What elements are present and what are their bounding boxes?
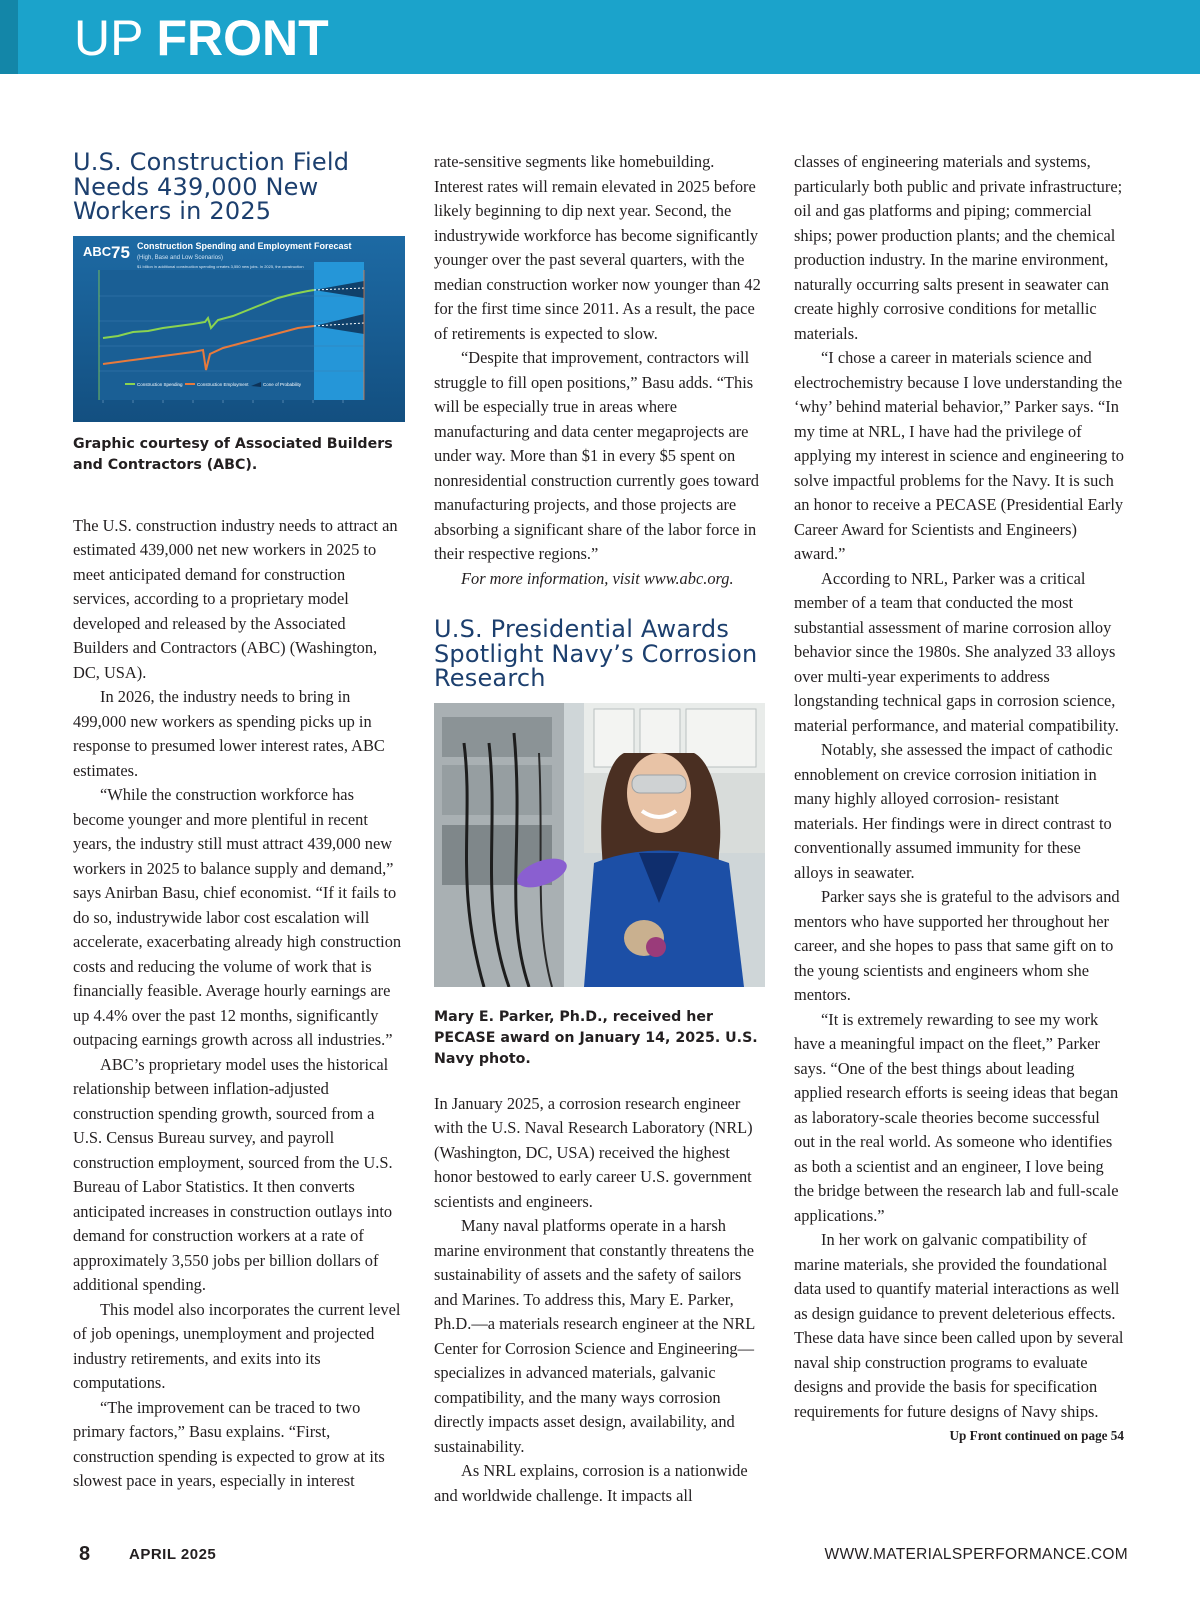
photo-graphic xyxy=(434,703,765,987)
article2-paragraph: “I chose a career in materials science and electrochemistry because I love understanding the ‘why’ behind material behavior,” Parker says. “In my time at NRL, I have had the privilege of applying my interest in science and engineering to solve impactful problems for the Navy. It is such an honor to receive a PECASE (Presidential Early Career Award for Scientists and Engineers) award.” xyxy=(794,348,1124,563)
article2-paragraph: In her work on galvanic compatibility of marine materials, she provided the foundational data used to quantify material interactions as well as design guidance to prevent deleterious effects. These data have since been called upon by several naval ship construction programs to evaluate designs and provide the basis for specification requirements for future designs of Navy ships. xyxy=(794,1230,1124,1421)
article1-paragraph: “While the construction workforce has become younger and more plentiful in recent years, the industry still must attract 439,000 new workers in 2025 to balance supply and demand,” says Anirban Basu, chief economist. “If it fails to do so, industrywide labor cost escalation will accelerate, exacerbating already high construction costs and reducing the volume of work that is financially feasible. Average hourly earnings are up 4.4% over the past 12 months, significantly outpacing earnings growth across all industries.” xyxy=(73,785,402,1049)
article1-paragraph: ABC’s proprietary model uses the historical relationship between inflation-adjusted construction spending growth, sourced from a U.S. Census Bureau survey, and payroll construction employment, sourced from the U.S. Bureau of Labor Statistics. It then converts anticipated increases in construction outlays into demand for construction workers at a rate of approximately 3,550 jobs per billion dollars of additional spending. xyxy=(73,1054,393,1294)
article2-paragraph: According to NRL, Parker was a critical member of a team that conducted the most substantial assessment of marine corrosion alloy behavior since the 1980s. She analyzed 33 alloys over multi-year experiments to address longstanding technical gaps in corrosion science, material performance, and material compatibility. xyxy=(794,568,1119,735)
article1-paragraph-split: “The improvement can be traced to two primary factors,” Basu explains. “First, construction spending is expected to grow at its slowest pace in years, especially in interest xyxy=(73,1397,385,1490)
header-edge-accent xyxy=(0,0,18,74)
chart-legend xyxy=(125,382,302,387)
section-title-bold: FRONT xyxy=(156,10,329,66)
article1-paragraph: The U.S. construction industry needs to attract an estimated 439,000 net new workers in 2025 to meet anticipated demand for construction services, according to a proprietary model developed and released by the Associated Builders and Contractors (ABC) (Washington, DC, USA). xyxy=(73,515,398,682)
column-3 xyxy=(794,150,1124,1448)
article2-headline: U.S. Presidential Awards Spotlight Navy’s Corrosion Research xyxy=(434,615,758,692)
article2-paragraph: Parker says she is grateful to the advisors and mentors who have supported her throughout her career, and she hopes to pass that same gift on to the young scientists and engineers whom she mentors. xyxy=(794,887,1120,1004)
column-1 xyxy=(73,150,403,1494)
legend-item: Construction Spending xyxy=(137,381,183,387)
article1-paragraph: In 2026, the industry needs to bring in 499,000 new workers as spending picks up in response to presumed lower interest rates, ABC estimates. xyxy=(73,687,385,780)
parker-lab-photo xyxy=(434,703,765,987)
chart-graphic xyxy=(73,236,405,422)
section-title-light: UP xyxy=(74,10,157,66)
issue-date: APRIL 2025 xyxy=(129,1546,217,1563)
construction-forecast-chart-image xyxy=(73,236,405,422)
article2-paragraph-split: As NRL explains, corrosion is a nationwide and worldwide challenge. It impacts all xyxy=(434,1461,748,1505)
article2-paragraph: Notably, she assessed the impact of cathodic ennoblement on crevice corrosion initiation in many highly alloyed corrosion- resistant materials. Her findings were in direct contrast to conventionally assumed immunity for these alloys in seawater. xyxy=(794,740,1113,882)
chart-note: $1 billion in additional construction spending creates 3,550 new jobs. In 2025, the construction xyxy=(137,263,304,269)
article2-paragraph: “It is extremely rewarding to see my work have a meaningful impact on the fleet,” Parker says. “One of the best things about leading applied research efforts is seeing ideas that began as laboratory-scale theories become successful out in the real world. As someone who identifies as both a scientist and an engineer, I love being the bridge between the research lab and full-scale applications.” xyxy=(794,1009,1119,1225)
article1-paragraph-continued: rate-sensitive segments like homebuilding. Interest rates will remain elevated in 2025 before likely beginning to dip next year. Second, the industrywide workforce has become significantly younger over the past several quarters, with the median construction worker now younger than 42 for the first time since 2011. As a result, the pace of retirements is expected to slow. xyxy=(434,152,761,343)
article1-paragraph: “Despite that improvement, contractors will struggle to fill open positions,” Basu adds. “This will be especially true in areas where manufacturing and data center megaprojects are under way. More than $1 in every $5 spent on nonresidential construction currently goes toward manufacturing projects, and those projects are absorbing a significant share of the labor force in their respective regions.” xyxy=(434,348,759,563)
article1-more-info: For more information, visit www.abc.org. xyxy=(461,568,734,588)
article1-paragraph: This model also incorporates the current level of job openings, unemployment and projected industry retirements, and exits into its computations. xyxy=(73,1299,401,1392)
column-2 xyxy=(434,150,764,1508)
legend-item: Construction Employment xyxy=(197,381,249,387)
section-title xyxy=(74,8,329,68)
website-url: WWW.MATERIALSPERFORMANCE.COM xyxy=(824,1546,1128,1563)
article2-paragraph-continued: classes of engineering materials and systems, particularly both public and private infrastructure; oil and gas platforms and piping; commercial ships; power production plants; and the chemical production industry. In the marine environment, naturally occurring salts present in seawater can create highly corrosive conditions for metallic materials. xyxy=(794,152,1123,343)
logo-number: 75 xyxy=(111,242,130,262)
section-header-bar xyxy=(0,0,1200,74)
page-number: 8 xyxy=(79,1543,91,1565)
chart-title: Construction Spending and Employment Forecast xyxy=(137,240,352,251)
article2-paragraph: In January 2025, a corrosion research engineer with the U.S. Naval Research Laboratory (NRL) (Washington, DC, USA) received the highest honor bestowed to early career U.S. government scientists and engineers. xyxy=(434,1093,753,1211)
article2-paragraph: Many naval platforms operate in a harsh marine environment that constantly threatens the sustainability of assets and the safety of sailors and Marines. To address this, Mary E. Parker, Ph.D.—a materials research engineer at the NRL Center for Corrosion Science and Engineering—specializes in advanced materials, galvanic compatibility, and the many ways corrosion directly impacts asset design, availability, and sustainability. xyxy=(434,1216,755,1456)
legend-item: Cone of Probability xyxy=(263,381,302,387)
continued-note: Up Front continued on page 54 xyxy=(949,1428,1124,1443)
photo-caption: Mary E. Parker, Ph.D., received her PECASE award on January 14, 2025. U.S. Navy photo. xyxy=(434,1008,758,1067)
logo-text: ABC xyxy=(83,243,112,259)
chart-subtitle: (High, Base and Low Scenarios) xyxy=(137,254,224,261)
chart-caption: Graphic courtesy of Associated Builders and Contractors (ABC). xyxy=(73,435,393,473)
article1-headline: U.S. Construction Field Needs 439,000 New Workers in 2025 xyxy=(73,148,350,225)
